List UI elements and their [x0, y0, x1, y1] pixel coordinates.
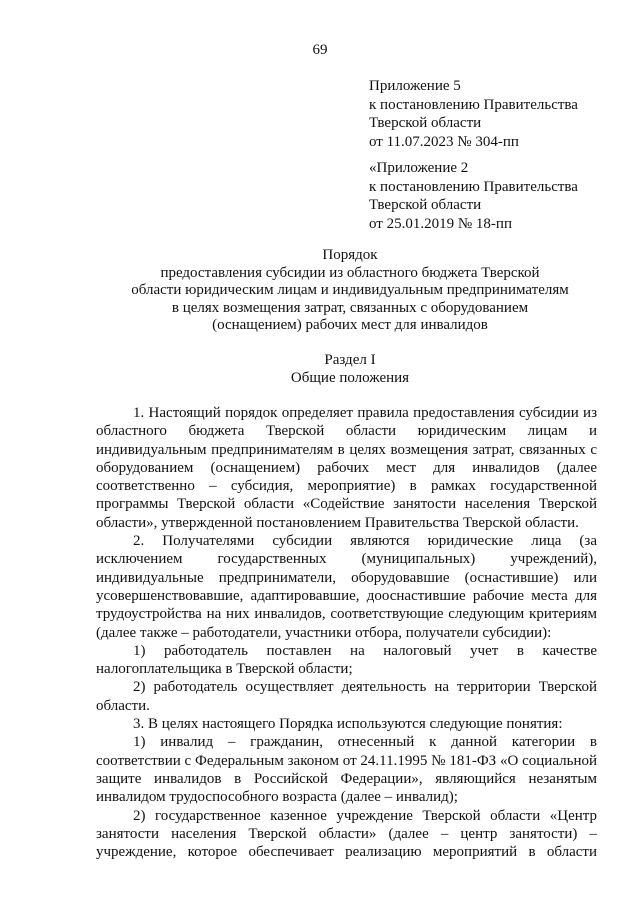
title-line: Порядок: [322, 247, 378, 263]
appendix-2-line: «Приложение 2: [369, 160, 469, 176]
paragraph: 1. Настоящий порядок определяет правила предоставления субсидии из областного бюджета Тверской области юридическим лицам и индивидуальным предпринимателям в целях возмещения затрат, связанных с оборудованием (оснащением) рабочих мест для инвалидов (далее соответственно – субсидия, мероприятие) в рамках государственной программы Тверской области «Содействие занятости населения Тверской области», утвержденной постановлением Правительства Тверской области.: [96, 405, 597, 531]
appendix-2-line: от 25.01.2019 № 18-пп: [369, 215, 512, 232]
page-number: 69: [312, 42, 328, 58]
appendix-5-line: Приложение 5: [369, 78, 461, 94]
paragraph: 1) инвалид – гражданин, отнесенный к данной категории в соответствии с Федеральным законом от 24.11.1995 № 181-ФЗ «О социальной защите инвалидов в Российской Федерации», являющийся незанятым инвалидом трудоспособного возраста (далее – инвалид);: [96, 734, 597, 806]
paragraph: 2. Получателями субсидии являются юридические лица (за исключением государственных (муниципальных) учреждений), индивидуальные предприниматели, оборудовавшие (оснастившие) или усовершенствовавшие, адаптировавшие, дооснастившие рабочие места для трудоустройства на них инвалидов, соответствующие следующим критериям (далее также – работодатели, участники отбора, получатели субсидии):: [96, 533, 597, 641]
title-line: (оснащением) рабочих мест для инвалидов: [212, 317, 488, 333]
appendix-2-header: [369, 159, 578, 233]
title-line: предоставления субсидии из областного бюджета Тверской: [160, 264, 540, 281]
section-number: Раздел I: [324, 352, 376, 368]
appendix-2-line: к постановлению Правительства: [369, 178, 578, 195]
appendix-5-header: [369, 77, 578, 151]
section-heading: [100, 351, 600, 387]
appendix-5-line: к постановлению Правительства: [369, 96, 578, 113]
paragraph: 2) государственное казенное учреждение Тверской области «Центр занятости населения Тверской области» (далее – центр занятости) – учреждение, которое обеспечивает реализацию мероприятий в области: [96, 807, 597, 861]
section-name: Общие положения: [290, 370, 410, 386]
paragraph: 3. В целях настоящего Порядка используются следующие понятия:: [133, 716, 563, 733]
appendix-2-line: Тверской области: [369, 197, 482, 213]
document-title: [100, 247, 600, 335]
title-line: в целях возмещения затрат, связанных с оборудованием: [171, 299, 529, 316]
paragraph: 2) работодатель осуществляет деятельность на территории Тверской области.: [96, 679, 597, 714]
appendix-5-line: от 11.07.2023 № 304-пп: [369, 133, 519, 150]
title-line: области юридическим лицам и индивидуальным предпринимателям: [131, 282, 569, 298]
appendix-5-line: Тверской области: [369, 115, 482, 131]
body-text: [96, 404, 597, 861]
paragraph: 1) работодатель поставлен на налоговый учет в качестве налогоплательщика в Тверской области;: [96, 642, 597, 678]
